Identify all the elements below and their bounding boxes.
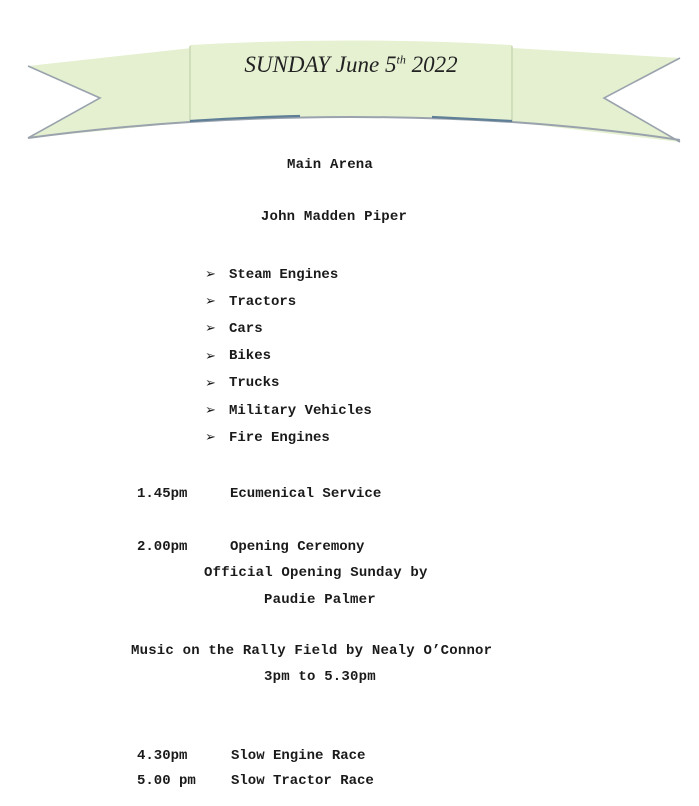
arrow-bullet-icon: ➢ [205,375,216,391]
music-line: Music on the Rally Field by Nealy O’Connor [131,643,493,659]
official-opening-line: Official Opening Sunday by [204,565,428,581]
list-item [205,343,372,370]
list-item-label: Fire Engines [229,429,330,446]
list-item-label: Cars [229,320,263,337]
music-time: 3pm to 5.30pm [264,669,376,685]
list-item-label: Military Vehicles [229,402,372,419]
schedule-event: Opening Ceremony [230,539,365,555]
list-item [205,261,372,288]
schedule-time: 1.45pm [137,486,188,502]
list-item [205,370,372,397]
list-item-label: Steam Engines [229,266,339,283]
arrow-bullet-icon: ➢ [205,430,216,446]
list-item [205,288,372,315]
schedule-time: 2.00pm [137,539,188,555]
banner-title-year: 2022 [405,52,458,77]
arrow-bullet-icon: ➢ [205,403,216,419]
schedule-event: Slow Tractor Race [231,773,374,789]
title-banner [0,0,699,150]
parade-list [205,261,372,451]
list-item [205,397,372,424]
arrow-bullet-icon: ➢ [205,267,216,283]
schedule-time: 4.30pm [137,748,188,764]
list-item [205,315,372,342]
banner-title [190,52,512,78]
list-item-label: Trucks [229,375,280,392]
official-opening-name: Paudie Palmer [264,592,376,608]
list-item-label: Bikes [229,348,272,365]
banner-title-sup: th [396,52,406,67]
list-item [205,424,372,451]
schedule-time: 5.00 pm [137,773,196,789]
arrow-bullet-icon: ➢ [205,321,216,337]
arrow-bullet-icon: ➢ [205,348,216,364]
heading-main-arena: Main Arena [286,157,373,173]
banner-title-main: SUNDAY June 5 [244,52,397,77]
arrow-bullet-icon: ➢ [205,294,216,310]
schedule-event: Slow Engine Race [231,748,366,764]
piper-line: John Madden Piper [260,209,408,225]
schedule-event: Ecumenical Service [230,486,382,502]
list-item-label: Tractors [229,293,297,310]
